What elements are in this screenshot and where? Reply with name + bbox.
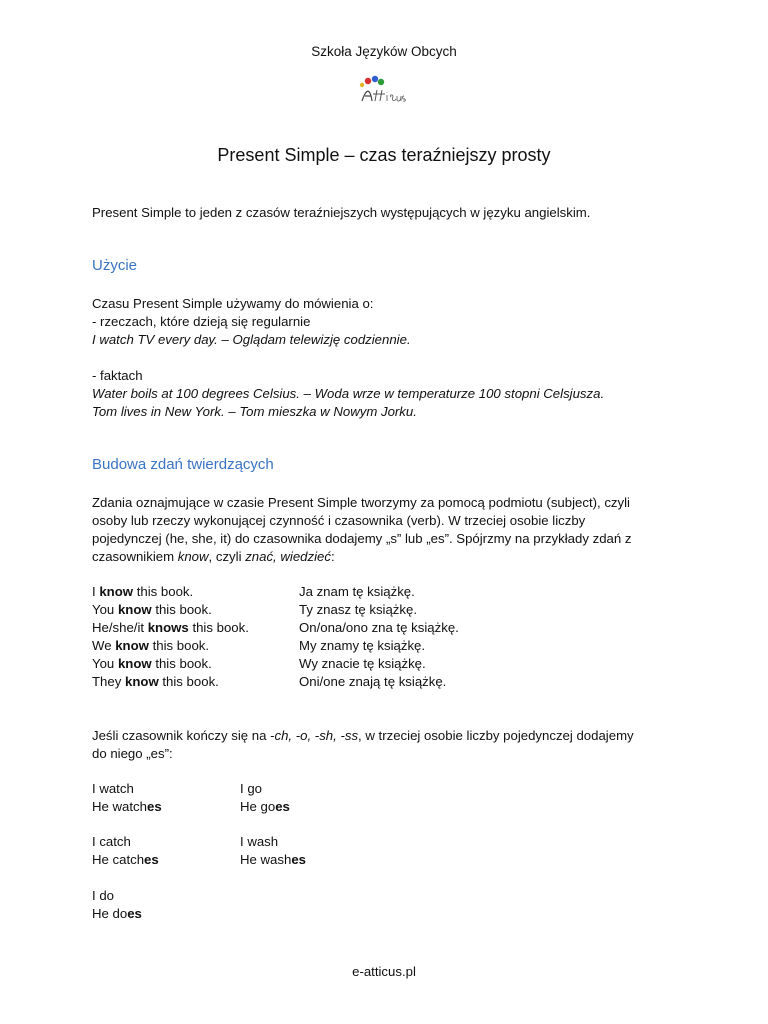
conjugation-translation: Oni/one znają tę książkę. xyxy=(299,674,447,689)
affirmative-paragraph-line: Zdania oznajmujące w czasie Present Simple tworzymy za pomocą podmiotu (subject), czyli xyxy=(92,495,630,510)
es-rule-line: do niego „es”: xyxy=(92,746,173,761)
verb-base: I do xyxy=(92,888,114,903)
conjugation-translation: Wy znacie tę książkę. xyxy=(299,656,426,671)
conjugation-row: You know this book. xyxy=(92,602,212,617)
conjugation-translation: My znamy tę książkę. xyxy=(299,638,426,653)
es-rule-line: Jeśli czasownik kończy się na -ch, -o, -sh, -ss, w trzeciej osobie liczby pojedynczej dodajemy xyxy=(92,728,634,743)
affirmative-paragraph-line: osoby lub rzeczy wykonującej czynność i czasownika (verb). W trzeciej osobie liczby xyxy=(92,513,586,528)
usage-example-regular: I watch TV every day. – Oglądam telewizję codziennie. xyxy=(92,332,411,347)
verb-third-person: He washes xyxy=(240,852,306,867)
section-heading-usage: Użycie xyxy=(92,257,138,274)
verb-base: I go xyxy=(240,781,262,796)
footer-website: e-atticus.pl xyxy=(352,964,416,979)
usage-item-facts: - faktach xyxy=(92,368,143,383)
usage-example-fact-1: Water boils at 100 degrees Celsius. – Woda wrze w temperaturze 100 stopni Celsjusza. xyxy=(92,386,605,401)
verb-base: I wash xyxy=(240,834,279,849)
conjugation-translation: Ja znam tę książkę. xyxy=(299,584,415,599)
conjugation-row: They know this book. xyxy=(92,674,219,689)
affirmative-paragraph-line: czasownikiem know, czyli znać, wiedzieć: xyxy=(92,549,335,564)
verb-third-person: He catches xyxy=(92,852,159,867)
verb-third-person: He goes xyxy=(240,799,290,814)
conjugation-translation: Ty znasz tę książkę. xyxy=(299,602,417,617)
intro-text: Present Simple to jeden z czasów teraźniejszych występujących w języku angielskim. xyxy=(92,205,591,220)
affirmative-paragraph-line: pojedynczej (he, she, it) do czasownika dodajemy „s” lub „es”. Spójrzmy na przykłady zdań z xyxy=(92,531,632,546)
school-name: Szkoła Języków Obcych xyxy=(311,44,457,59)
atticus-logo xyxy=(356,75,416,107)
usage-lead: Czasu Present Simple używamy do mówienia o: xyxy=(92,296,374,311)
document-title: Present Simple – czas teraźniejszy prosty xyxy=(217,145,551,165)
conjugation-row: I know this book. xyxy=(92,584,194,599)
conjugation-translation: On/ona/ono zna tę książkę. xyxy=(299,620,459,635)
conjugation-row: You know this book. xyxy=(92,656,212,671)
usage-item-regular: - rzeczach, które dzieją się regularnie xyxy=(92,314,311,329)
verb-base: I watch xyxy=(92,781,134,796)
verb-base: I catch xyxy=(92,834,131,849)
verb-third-person: He does xyxy=(92,906,142,921)
usage-example-fact-2: Tom lives in New York. – Tom mieszka w Nowym Jorku. xyxy=(92,404,417,419)
conjugation-row: We know this book. xyxy=(92,638,210,653)
section-heading-affirmative: Budowa zdań twierdzących xyxy=(92,456,274,473)
conjugation-row: He/she/it knows this book. xyxy=(92,620,249,635)
verb-third-person: He watches xyxy=(92,799,162,814)
